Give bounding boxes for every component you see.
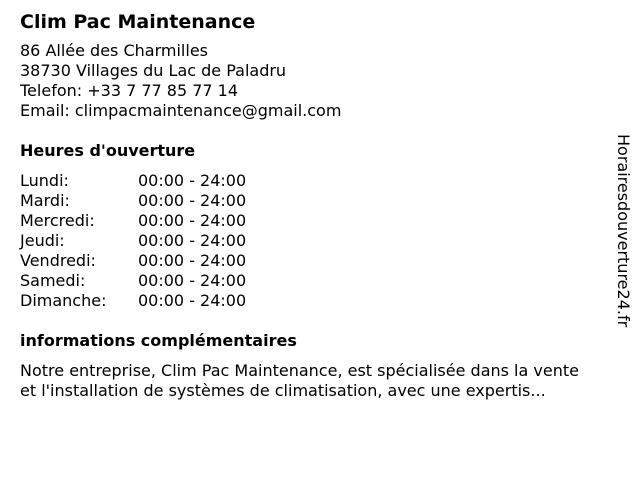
time-range: 00:00 - 24:00 [138, 251, 247, 270]
time-range: 00:00 - 24:00 [138, 271, 247, 290]
additional-info-text [20, 361, 630, 401]
hours-row-monday [20, 171, 610, 191]
time-range: 00:00 - 24:00 [138, 291, 247, 310]
time-range: 00:00 - 24:00 [138, 211, 247, 230]
opening-hours-table [20, 171, 610, 311]
business-card [20, 9, 610, 401]
site-watermark: Horairesdouverture24.fr [614, 134, 633, 328]
hours-row-friday [20, 251, 610, 271]
phone-line: Telefon: +33 7 77 85 77 14 [20, 81, 239, 100]
day-label: Samedi: [20, 271, 86, 290]
opening-hours-title: Heures d'ouverture [20, 141, 196, 160]
address-line-2: 38730 Villages du Lac de Paladru [20, 61, 287, 80]
hours-row-tuesday [20, 191, 610, 211]
hours-row-thursday [20, 231, 610, 251]
day-label: Dimanche: [20, 291, 107, 310]
time-range: 00:00 - 24:00 [138, 171, 247, 190]
email-line: Email: climpacmaintenance@gmail.com [20, 101, 342, 120]
day-label: Mardi: [20, 191, 70, 210]
hours-row-saturday [20, 271, 610, 291]
time-range: 00:00 - 24:00 [138, 191, 247, 210]
business-name: Clim Pac Maintenance [20, 11, 256, 33]
address-line-1: 86 Allée des Charmilles [20, 41, 208, 60]
time-range: 00:00 - 24:00 [138, 231, 247, 250]
description-line-2: et l'installation de systèmes de climatisation, avec une expertis... [20, 381, 546, 400]
contact-block [20, 41, 610, 121]
description-line-1: Notre entreprise, Clim Pac Maintenance, est spécialisée dans la vente [20, 361, 579, 380]
day-label: Jeudi: [20, 231, 65, 250]
day-label: Vendredi: [20, 251, 96, 270]
day-label: Lundi: [20, 171, 69, 190]
additional-info-title: informations complémentaires [20, 331, 297, 350]
hours-row-sunday [20, 291, 610, 311]
day-label: Mercredi: [20, 211, 95, 230]
hours-row-wednesday [20, 211, 610, 231]
